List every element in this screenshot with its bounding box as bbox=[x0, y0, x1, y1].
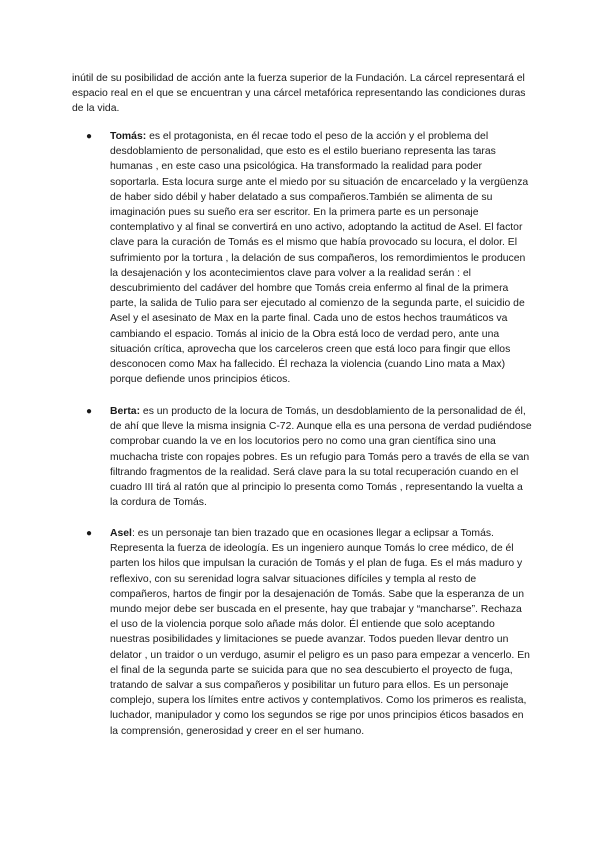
character-description: : es un personaje tan bien trazado que en ocasiones llegar a eclipsar a Tomás. Representa la fuerza de ideología. Es un ingeniero aunque Tomás lo cree médico, de él parten los hilos que impulsan la curación de Tomás y el plan de fuga. Es el más maduro y reflexivo, con su serenidad logra salvar situaciones difíciles y templa al resto de compañeros, hartos de fingir por la desajenación de Tomás. Sabe que la esperanza de un mundo mejor debe ser buscada en el presente, hay que trabajar y “mancharse”. Rechaza el uso de la violencia porque solo añade más dolor. Él entiende que solo aceptando nuestras posibilidades y limitaciones se puede avanzar. Todos pueden llevar dentro un delator , un traidor o un verdugo, asumir el peligro es un paso para empezar a vencerlo. En el final de la segunda parte se suicida para que no sea descubierto el proyecto de fuga, tratando de salvar a sus compañeros y posibilitar un futuro para ellos. Es un personaje complejo, supera los límites entre activos y contemplativos. Como los primeros es realista, luchador, manipulador y como los segundos se rige por unos principios éticos basados en la comprensión, generosidad y creer en el ser humano. bbox=[110, 528, 530, 737]
list-item bbox=[86, 129, 532, 387]
bullet-icon: ● bbox=[86, 528, 93, 539]
character-name: Tomás: bbox=[110, 131, 147, 142]
character-list bbox=[86, 129, 532, 387]
list-item bbox=[86, 526, 532, 739]
character-list bbox=[86, 526, 532, 739]
character-description: es un producto de la locura de Tomás, un desdoblamiento de la personalidad de él, de ahí que lleve la misma insignia C-72. Aunque ella es una persona de verdad pudiéndose comprobar cuando la ve en los locutorios pero no como una gran científica sino una muchacha triste con ropajes pobres. Es un refugio para Tomás pero a través de ella se van filtrando fragmentos de la realidad. Será clave para la su total recuperación cuando en el cuadro III tirá al ratón que al principio lo presenta como Tomás , representando la vuelta a la cordura de Tomás. bbox=[110, 406, 532, 509]
list-item bbox=[86, 404, 532, 510]
bullet-icon: ● bbox=[86, 406, 93, 417]
bullet-icon: ● bbox=[86, 131, 93, 142]
intro-paragraph: inútil de su posibilidad de acción ante la fuerza superior de la Fundación. La cárcel representará el espacio real en el que se encuentran y una cárcel metafórica representando las condiciones duras de la vida. bbox=[72, 73, 526, 115]
character-name: Berta: bbox=[110, 406, 141, 417]
character-name: Asel bbox=[110, 528, 132, 539]
character-description: es el protagonista, en él recae todo el peso de la acción y el problema del desdoblamiento de personalidad, que esto es el estilo bueriano representa las taras humanas , en este caso una psicológica. Ha transformado la realidad para poder soportarla. Esta locura surge ante el miedo por su situación de encarcelado y la vergüenza de haber sido débil y haber delatado a sus compañeros.También se alimenta de su imaginación pues su sueño era ser escritor. En la primera parte es un personaje contemplativo y al final se convertirá en uno activo, adoptando la actitud de Asel. El factor clave para la curación de Tomás es el mismo que había provocado su locura, el dolor. El sufrimiento por la tortura , la delación de sus compañeros, los remordimientos le producen la desajenación y los acontecimientos clave para volver a la realidad serán : el descubrimiento del cadáver del hombre que Tomás creia enfermo al final de la primera parte, la salida de Tulio para ser ejecutado al comienzo de la segunda parte, el suicidio de Asel y el asesinato de Max en la parte final. Cada uno de estos hechos traumáticos va cambiando el espacio. Tomás al inicio de la Obra está loco de verdad pero, ante una situación crítica, aprovecha que los carceleros creen que está loco para fingir que ellos desconocen como Max ha fallecido. Él rechaza la violencia (cuando Lino mata a Max) porque defiende unos principios éticos. bbox=[110, 131, 529, 386]
character-list bbox=[86, 404, 532, 510]
